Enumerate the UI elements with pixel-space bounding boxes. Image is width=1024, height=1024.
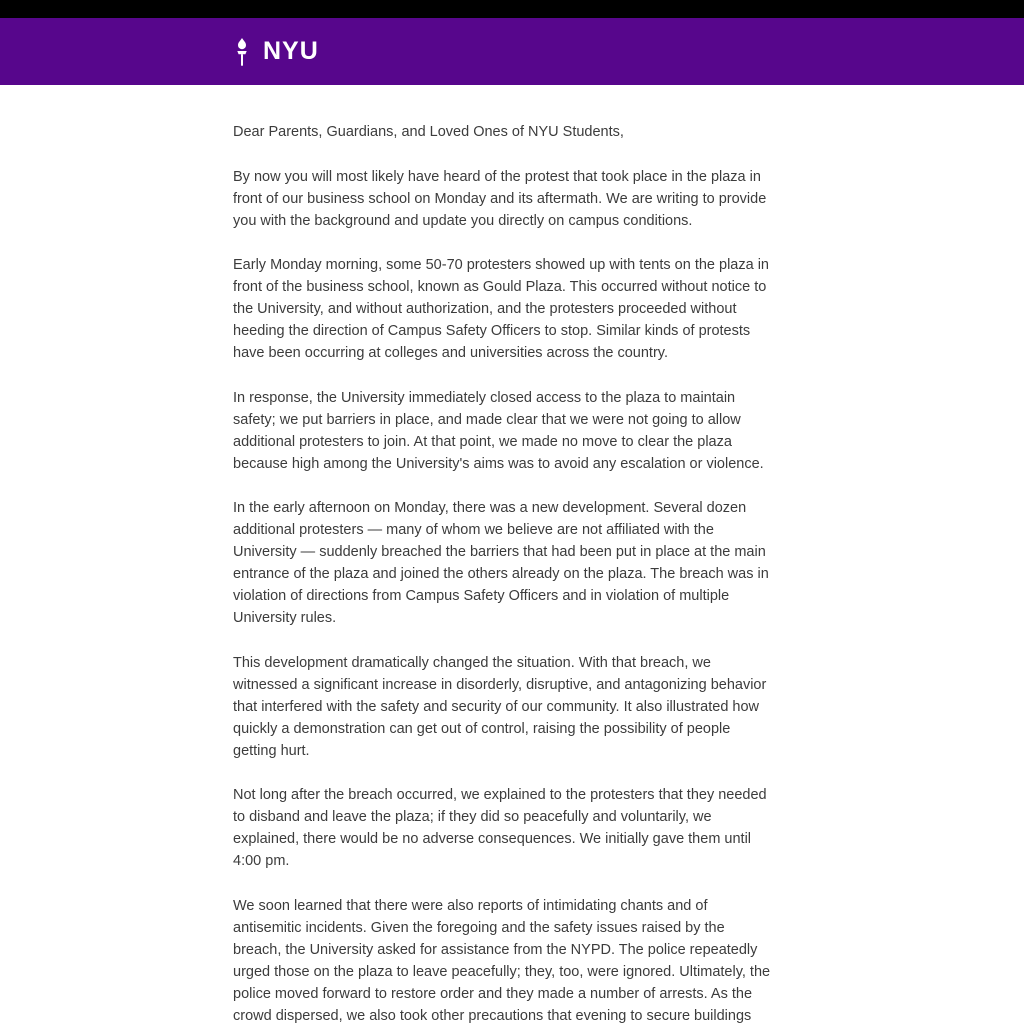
paragraph: By now you will most likely have heard of the protest that took place in the plaza in front of our business school on Monday and its aftermath. We are writing to provide you with the background and update you directly on campus conditions.	[233, 168, 767, 229]
letter-body	[0, 85, 773, 1024]
top-black-bar	[0, 0, 1024, 18]
paragraph: In the early afternoon on Monday, there was a new development. Several dozen additional protesters — many of whom we believe are not affiliated with the University — suddenly breached the barriers that had been put in place at the main entrance of the plaza and joined the others already on the plaza. The breach was in violation of directions from Campus Safety Officers and in violation of multiple University rules.	[233, 500, 769, 626]
nyu-header	[0, 18, 1024, 85]
paragraph: We soon learned that there were also reports of intimidating chants and of antisemitic incidents. Given the foregoing and the safety issues raised by the breach, the University asked for assistance from the NYPD. The police repeatedly urged those on the plaza to leave peacefully; they, too, were ignored. Ultimately, the police moved forward to restore order and they made a number of arrests. As the crowd dispersed, we also took other precautions that evening to secure buildings	[233, 897, 771, 1024]
paragraph: Not long after the breach occurred, we explained to the protesters that they needed to disband and leave the plaza; if they did so peacefully and voluntarily, we explained, there would be no adverse consequences. We initially gave them until 4:00 pm.	[233, 787, 767, 869]
nyu-brand-text: NYU	[263, 37, 319, 65]
salutation: Dear Parents, Guardians, and Loved Ones of NYU Students,	[233, 124, 624, 140]
paragraph: In response, the University immediately closed access to the plaza to maintain safety; we put barriers in place, and made clear that we were not going to allow additional protesters to join. At that point, we made no move to clear the plaza because high among the University's aims was to avoid any escalation or violence.	[233, 389, 764, 472]
paragraph: Early Monday morning, some 50-70 protesters showed up with tents on the plaza in front of the business school, known as Gould Plaza. This occurred without notice to the University, and without authorization, and the protesters proceeded without heeding the direction of Campus Safety Officers to stop. Similar kinds of protests have been occurring at colleges and universities across the country.	[233, 257, 769, 361]
paragraph: This development dramatically changed the situation. With that breach, we witnessed a significant increase in disorderly, disruptive, and antagonizing behavior that interfered with the safety and security of our community. It also illustrated how quickly a demonstration can get out of control, raising the possibility of people getting hurt.	[233, 654, 767, 759]
nyu-logo	[231, 37, 319, 67]
nyu-torch-icon	[231, 37, 253, 67]
